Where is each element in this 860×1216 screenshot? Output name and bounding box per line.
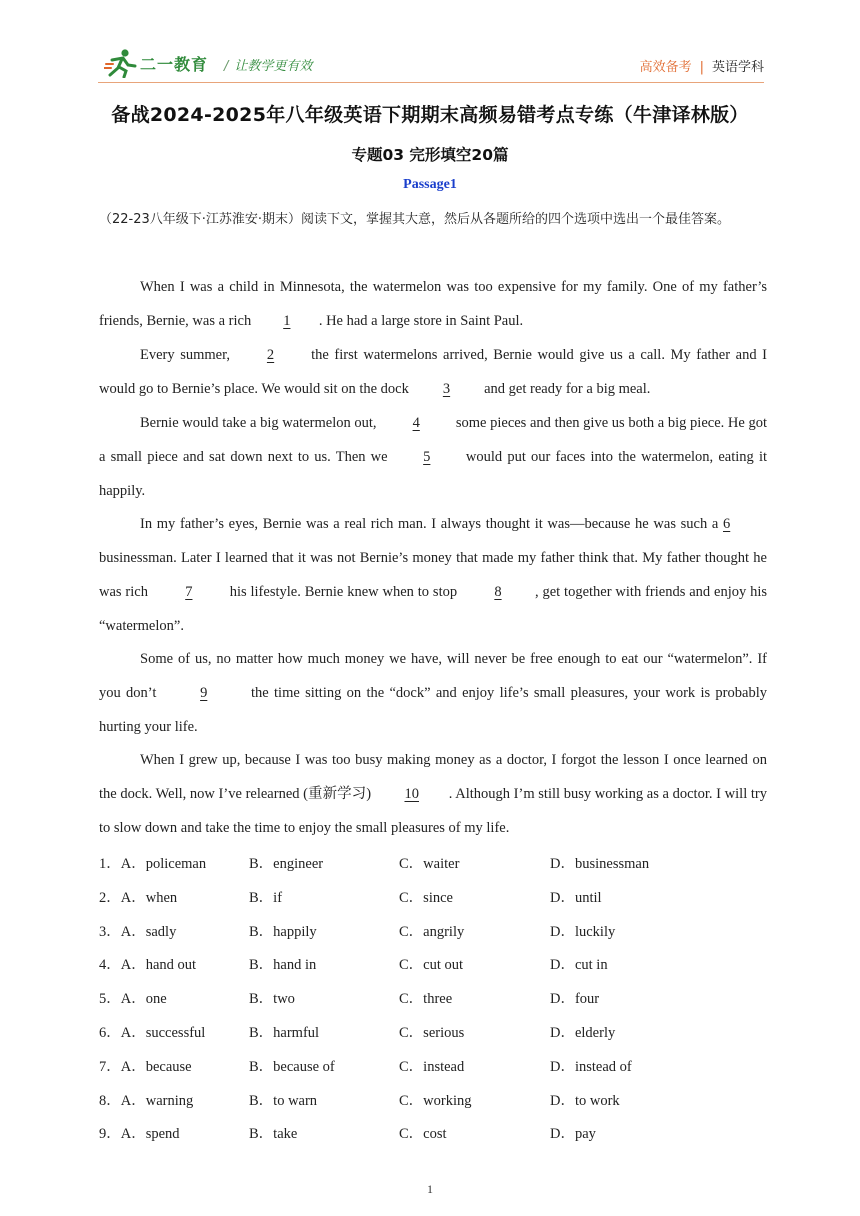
option-row-5: [99, 980, 767, 1014]
paragraph-text: some pieces and then give us both a big piece. He got a small piece and sat down next to us. Then we: [99, 415, 767, 465]
option-row-1: [99, 845, 767, 879]
blank-8: 8: [494, 584, 502, 600]
option-c: C．cost: [399, 1126, 447, 1143]
option-c: C．angrily: [399, 923, 465, 940]
instructions: （22-23八年级下·江苏淮安·期末）阅读下文，掌握其大意，然后从各题所给的四个选项中选出一个最佳答案。: [99, 212, 731, 227]
paragraph-text: his lifestyle. Bernie knew when to stop: [225, 584, 461, 600]
option-d: D．pay: [550, 1126, 596, 1143]
option-a: 6．A．successful: [99, 1024, 206, 1041]
header-tag-divider: |: [699, 60, 704, 75]
paragraph-text: When I grew up, because I was too busy making money as a doctor, I forgot the lesson I once learned on the dock. Well, now I’ve relearned (重新学习): [99, 752, 767, 802]
option-c: C．cut out: [399, 957, 464, 974]
blank-6: 6: [723, 516, 731, 532]
paragraph-2: [99, 338, 767, 406]
blank-1: 1: [283, 313, 291, 329]
option-row-6: [99, 1014, 767, 1048]
passage-label: Passage1: [403, 177, 457, 192]
option-c: C．waiter: [399, 856, 460, 872]
option-row-3: [99, 913, 767, 947]
option-d: D．four: [550, 991, 600, 1008]
paragraph-text: and get ready for a big meal.: [480, 381, 651, 397]
header-tag-prep: 高效备考: [639, 60, 692, 75]
option-c: C．instead: [399, 1058, 465, 1075]
paragraph-6: [99, 743, 767, 845]
option-c: C．three: [399, 991, 453, 1008]
running-figure-icon: [104, 48, 138, 78]
option-d: D．cut in: [550, 957, 608, 974]
paragraph-5: [99, 642, 767, 744]
blank-7: 7: [185, 584, 193, 600]
blank-4: 4: [412, 415, 420, 431]
option-row-8: [99, 1082, 767, 1116]
document-subtitle: 专题03 完形填空20篇: [351, 146, 509, 164]
paragraph-text: . Although I’m still busy working as a doctor. I will try to slow down and take the time to enjoy the small pleasures of my life.: [99, 786, 767, 836]
header-divider: [98, 82, 764, 83]
option-b: B．take: [249, 1126, 298, 1143]
logo-text: 二一教育: [140, 54, 209, 74]
option-a: 2．A．when: [99, 889, 178, 906]
blank-2: 2: [266, 347, 275, 363]
option-row-9: [99, 1115, 767, 1149]
paragraph-text: the time sitting on the “dock” and enjoy life’s small pleasures, your work is probably hurting your life.: [99, 685, 767, 735]
option-b: B．engineer: [249, 856, 324, 872]
option-a: 1．A．policeman: [99, 856, 207, 872]
option-b: B．if: [249, 889, 283, 906]
paragraph-1: [99, 270, 767, 338]
answer-options: [99, 845, 767, 1149]
option-b: B．harmful: [249, 1024, 320, 1041]
option-a: 5．A．one: [99, 991, 167, 1008]
option-b: B．to warn: [249, 1092, 318, 1109]
logo: [104, 48, 208, 78]
paragraph-text: Some of us, no matter how much money we have, will never be free enough to eat our “watermelon”. If you don’t: [99, 651, 767, 701]
option-b: B．because of: [249, 1058, 335, 1075]
option-d: D．luckily: [550, 923, 616, 940]
blank-9: 9: [200, 685, 208, 701]
paragraph-text: Every summer,: [140, 347, 236, 363]
option-b: B．two: [249, 991, 295, 1008]
paragraph-text: When I was a child in Minnesota, the watermelon was too expensive for my family. One of my father’s friends, Bernie, was a rich: [99, 279, 767, 329]
option-row-4: [99, 946, 767, 980]
header-tags: [640, 56, 764, 75]
option-d: D．until: [550, 889, 602, 906]
option-a: 7．A．because: [99, 1058, 192, 1075]
page-number: 1: [427, 1182, 433, 1196]
option-d: D．to work: [550, 1092, 620, 1109]
slogan: [224, 55, 312, 74]
blank-5: 5: [423, 449, 431, 465]
paragraph-text: Bernie would take a big watermelon out,: [140, 415, 381, 431]
blank-3: 3: [442, 381, 451, 397]
option-c: C．since: [399, 889, 453, 906]
paragraph-text: would put our faces into the watermelon, eating it happily.: [99, 449, 767, 499]
document-title: 备战2024-2025年八年级英语下期期末高频易错考点专练（牛津译林版）: [111, 104, 749, 126]
paragraph-3: [99, 406, 767, 508]
paragraph-text: . He had a large store in Saint Paul.: [318, 313, 524, 329]
paragraph-text: , get together with friends and enjoy his “watermelon”.: [99, 584, 768, 634]
blank-10: 10: [404, 786, 419, 802]
paragraph-text: In my father’s eyes, Bernie was a real rich man. I always thought it was—because he was such a: [140, 516, 723, 532]
option-a: 4．A．hand out: [99, 957, 197, 974]
paragraph-text: the first watermelons arrived, Bernie would give us a call. My father and I would go to Bernie’s place. We would sit on the dock: [99, 347, 767, 397]
option-row-2: [99, 879, 767, 913]
paragraph-text: businessman. Later I learned that it was not Bernie’s money that made my father think that. My father thought he was rich: [99, 550, 767, 600]
option-c: C．serious: [399, 1024, 465, 1041]
slogan-text: 让教学更有效: [234, 59, 313, 74]
option-b: B．happily: [249, 923, 317, 940]
option-d: D．elderly: [550, 1024, 616, 1041]
option-a: 3．A．sadly: [99, 923, 177, 940]
paragraph-4: [99, 507, 767, 643]
option-a: 8．A．warning: [99, 1092, 194, 1109]
option-row-7: [99, 1048, 767, 1082]
option-b: B．hand in: [249, 957, 317, 974]
slogan-separator: /: [224, 59, 229, 74]
option-d: D．businessman: [550, 856, 650, 872]
header-tag-subject: 英语学科: [711, 60, 764, 75]
option-a: 9．A．spend: [99, 1126, 180, 1143]
option-c: C．working: [399, 1092, 472, 1109]
page-header: [0, 0, 860, 84]
option-d: D．instead of: [550, 1058, 632, 1075]
